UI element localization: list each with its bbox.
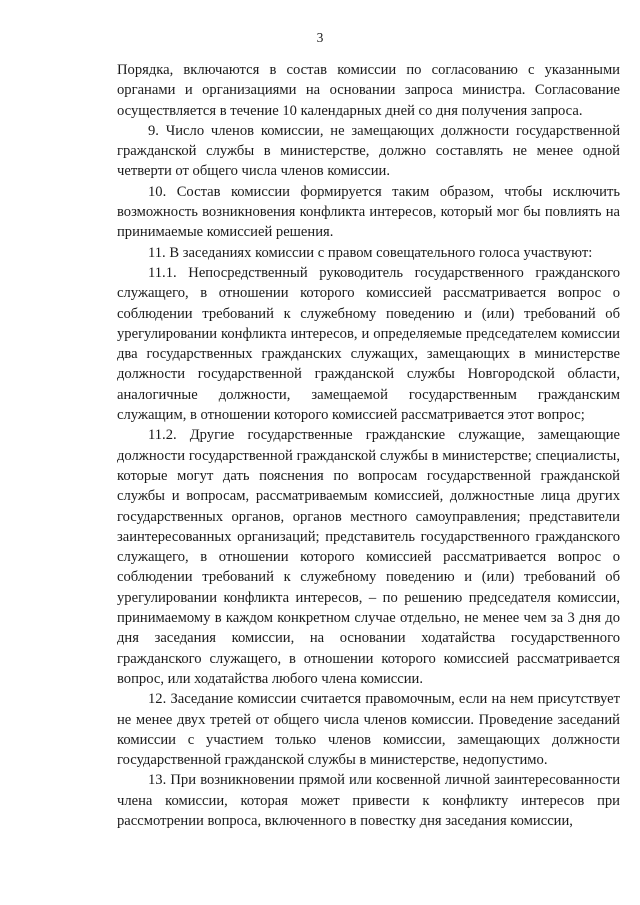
paragraph-10: 10. Состав комиссии формируется таким образом, чтобы исключить возможность возникновения конфликта интересов, который мог бы повлиять на принимаемые комиссией решения. — [117, 183, 620, 241]
paragraph-9: 9. Число членов комиссии, не замещающих должности государственной гражданской службы в министерстве, должно составлять не менее одной четверти от общего числа членов комиссии. — [117, 122, 620, 180]
paragraph-continuation: Порядка, включаются в состав комиссии по согласованию с указанными органами и организациями на основании запроса министра. Согласование осуществляется в течение 10 календарных дней со дня получения запроса. — [117, 62, 620, 119]
paragraph-13: 13. При возникновении прямой или косвенной личной заинтересованности члена комиссии, которая может привести к конфликту интересов при рассмотрении вопроса, включенного в повестку дня заседания комиссии, — [117, 772, 620, 829]
document-body — [117, 60, 620, 831]
paragraph-11-1: 11.1. Непосредственный руководитель государственного гражданского служащего, в отношении которого комиссией рассматривается вопрос о соблюдении требований к служебному поведению и (или) требований об урегулировании конфликта интересов, и определяемые председателем комиссии два государственных гражданских служащих, замещающих в министерстве должности государственной гражданской службы Новгородской области, аналогичные должности, замещаемой государственным гражданским служащим, в отношении которого комиссией рассматривается этот вопрос; — [117, 264, 620, 424]
page-number: 3 — [316, 30, 324, 45]
paragraph-11: 11. В заседаниях комиссии с правом совещательного голоса участвуют: — [148, 244, 593, 261]
paragraph-12: 12. Заседание комиссии считается правомочным, если на нем присутствует не менее двух третей от общего числа членов комиссии. Проведение заседаний комиссии с участием только членов комиссии, замещающих должности государственной гражданской службы в министерстве, недопустимо. — [117, 691, 620, 769]
paragraph-11-2: 11.2. Другие государственные гражданские служащие, замещающие должности государственной гражданской службы в министерстве; специалисты, которые могут дать пояснения по вопросам государственной гражданской службы и вопросам, рассматриваемым комиссией, должностные лица других государственных органов, органов местного самоуправления; представители заинтересованных организаций; представитель государственного гражданского служащего, в отношении которого комиссией рассматривается вопрос о соблюдении требований к служебному поведению и (или) требований об урегулировании конфликта интересов, – по решению председателя комиссии, принимаемому в каждом конкретном случае отдельно, не менее чем за 3 дня до дня заседания комиссии, на основании ходатайства государственного гражданского служащего, в отношении которого комиссией рассматривается вопрос, или ходатайства любого члена комиссии. — [117, 427, 620, 687]
